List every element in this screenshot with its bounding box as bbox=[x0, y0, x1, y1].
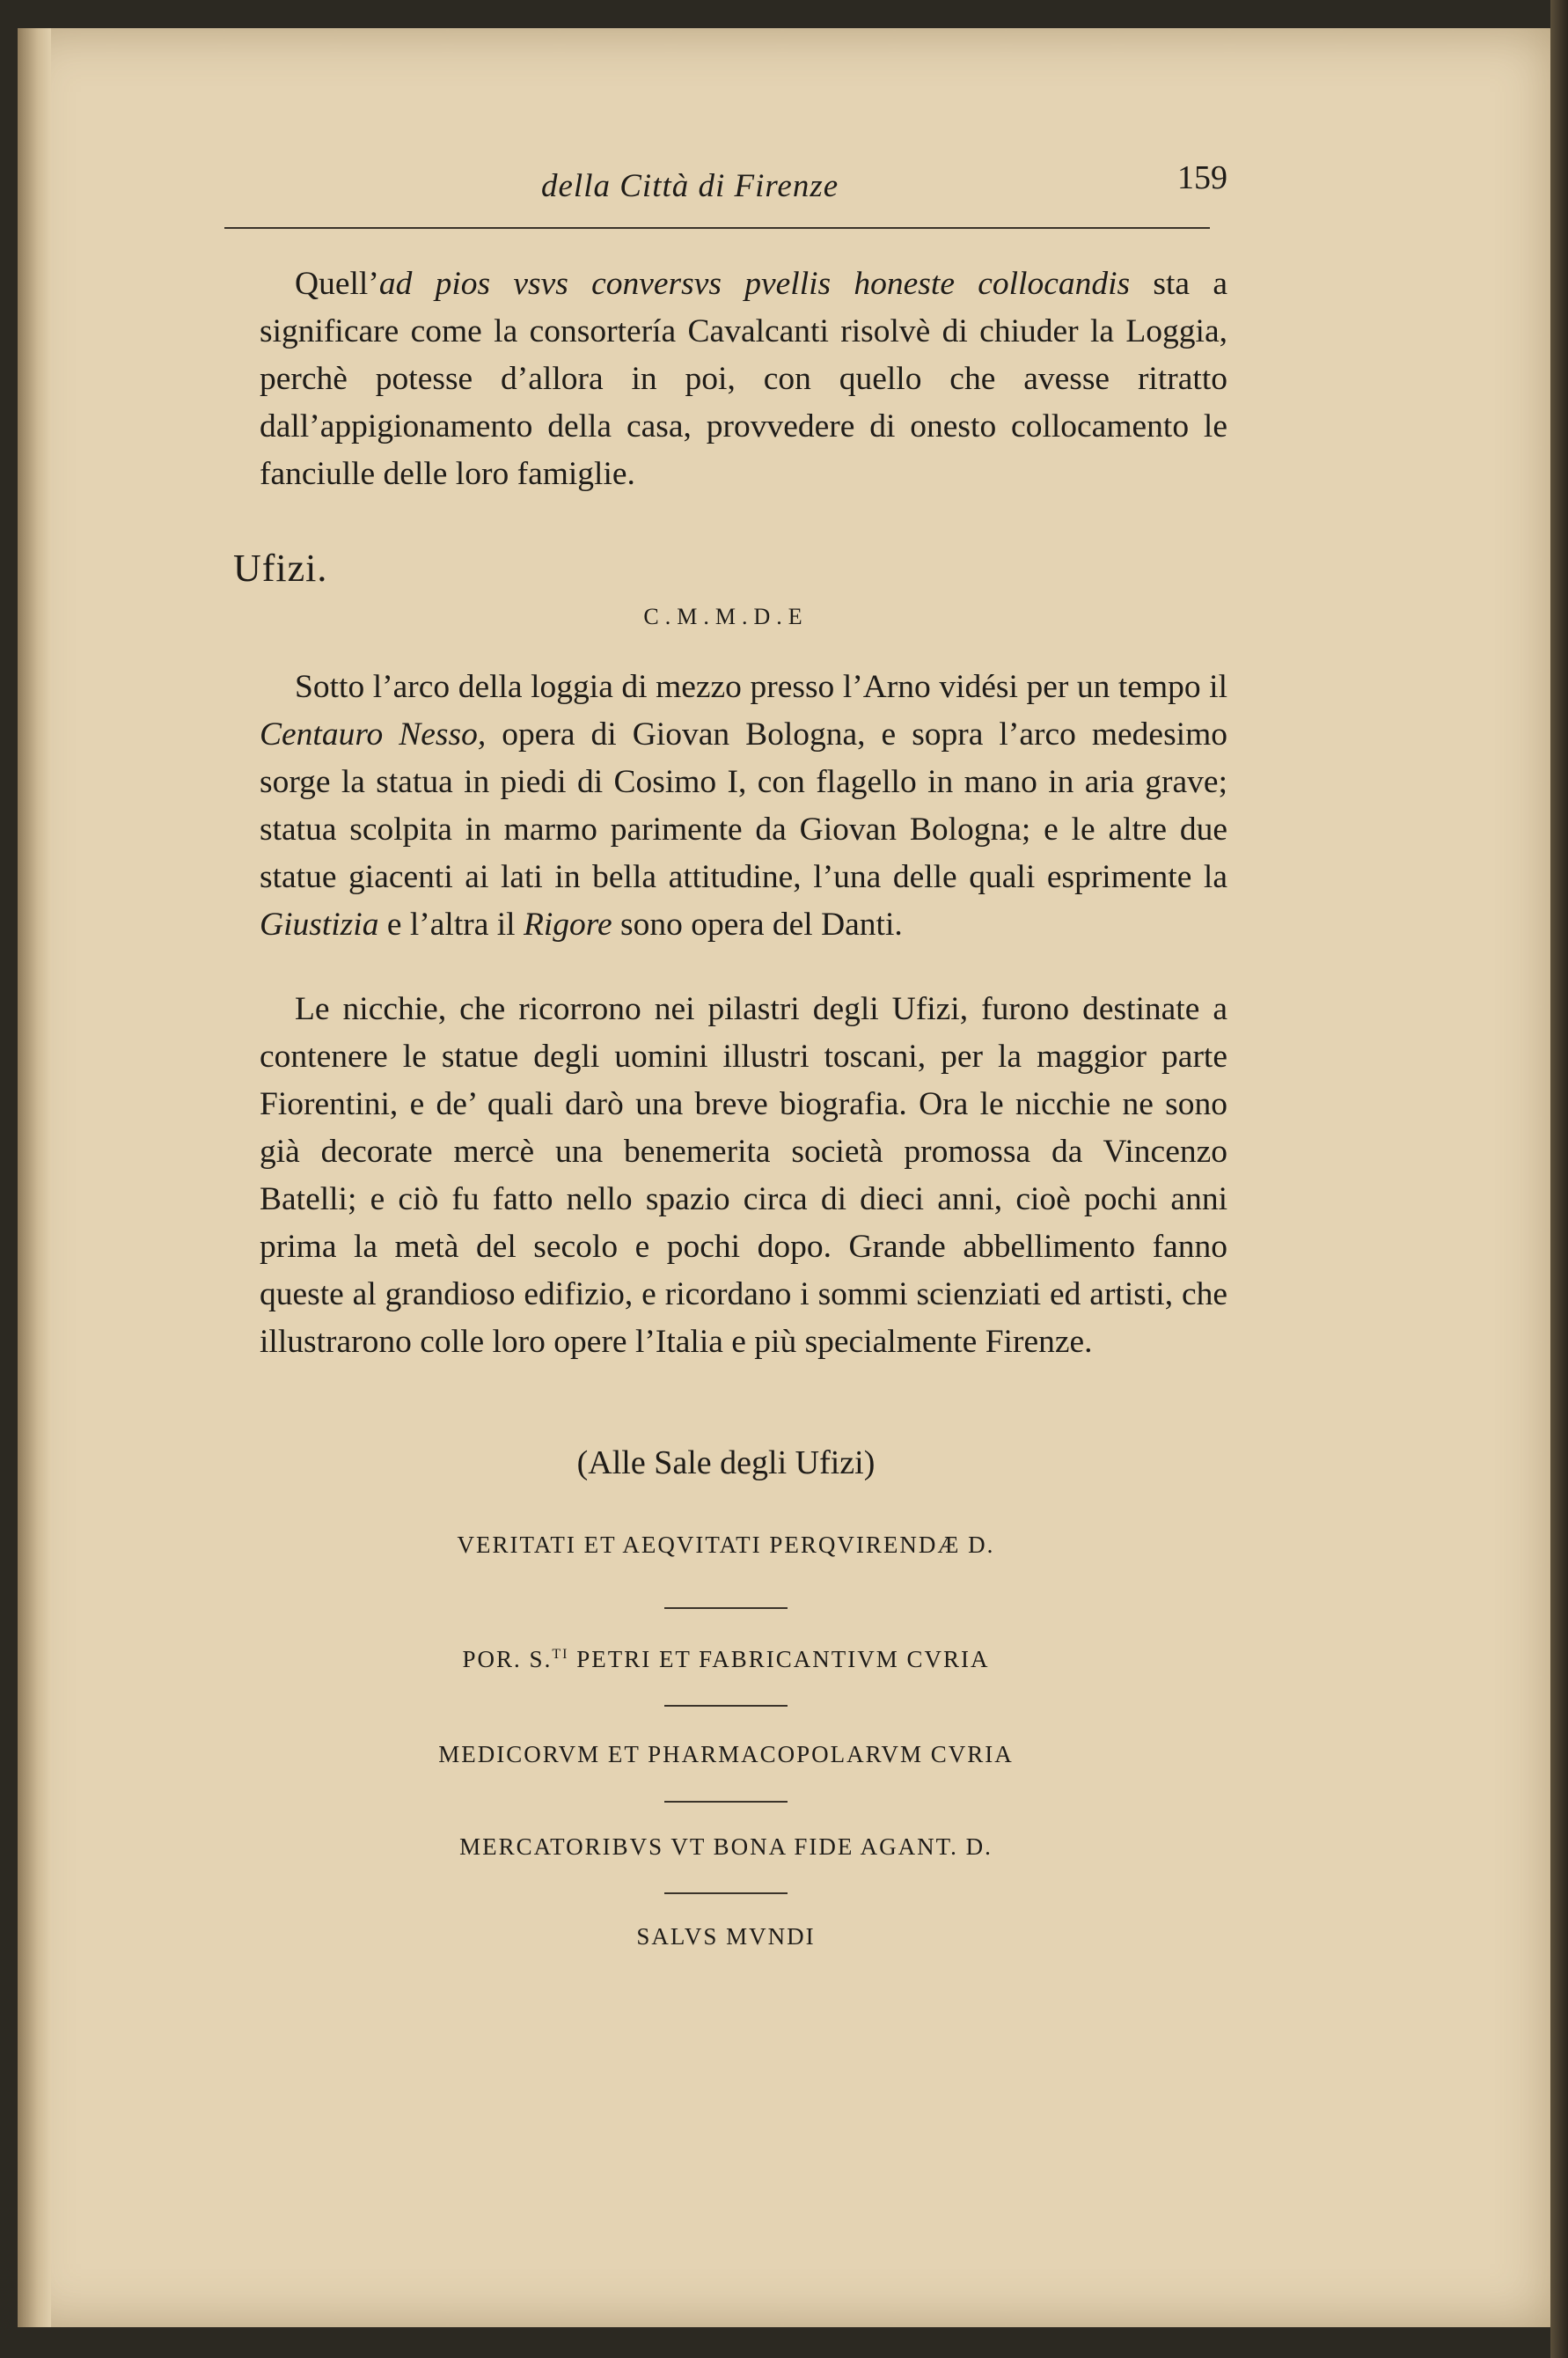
paragraph-cavalcanti bbox=[260, 261, 1227, 498]
italic-giustizia: Giustizia bbox=[260, 907, 379, 943]
caption-sale: (Alle Sale degli Ufizi) bbox=[576, 1444, 876, 1481]
inscription-text: POR. S. bbox=[462, 1646, 553, 1672]
header-rule bbox=[224, 227, 1210, 229]
inscription-text: PETRI ET FABRICANTIVM CVRIA bbox=[568, 1646, 990, 1672]
inscription-3: MEDICORVM ET PHARMACOPOLARVM CVRIA bbox=[438, 1741, 1014, 1767]
section-title: Ufizi. bbox=[233, 547, 328, 590]
separator-rule bbox=[664, 1892, 788, 1894]
page-edge bbox=[1550, 0, 1568, 2358]
text-run: Sotto l’arco della loggia di mezzo presso l’Arno vidési per un tempo il bbox=[295, 669, 1227, 705]
latin-quote: ad pios vsvs conversvs pvellis honeste collocandis bbox=[378, 266, 1131, 302]
inscription-2 bbox=[224, 1646, 1227, 1673]
text-run: opera di Giovan Bologna, e sopra l’arco medesimo sorge la statua in piedi di Cosimo I, con flagello in mano in aria grave; statua scolpita in marmo parimente da Giovan Bologna; e le altre due statue giacenti ai lati in bella attitudine, l’una delle quali esprimente la bbox=[260, 716, 1227, 895]
paragraph-loggia bbox=[260, 664, 1227, 949]
paragraph-text: sta a significare come la consortería Cavalcanti risolvè di chiuder la Loggia, perchè potesse d’allora in poi, con quello che avesse ritratto dall’appigionamento della casa, provvedere di onesto collocamento le fanciulle delle loro famiglie. bbox=[260, 266, 1227, 492]
separator-rule bbox=[664, 1801, 788, 1803]
page-number: 159 bbox=[1177, 159, 1227, 196]
italic-rigore: Rigore bbox=[523, 907, 612, 943]
text-run: e l’altra il bbox=[378, 907, 524, 943]
inscription-sup: TI bbox=[552, 1647, 569, 1662]
book-gutter bbox=[18, 28, 51, 2327]
running-title: della Città di Firenze bbox=[541, 168, 839, 204]
text-run: sono opera del Danti. bbox=[612, 907, 903, 943]
inscription-1: VERITATI ET AEQVITATI PERQVIRENDÆ D. bbox=[457, 1532, 995, 1558]
inscription-sigla: C.M.M.D.E bbox=[643, 604, 809, 629]
italic-centauro: Centauro Nesso, bbox=[260, 716, 487, 753]
separator-rule bbox=[664, 1705, 788, 1707]
separator-rule bbox=[664, 1607, 788, 1609]
running-head bbox=[224, 158, 1227, 211]
inscription-4: MERCATORIBVS VT BONA FIDE AGANT. D. bbox=[459, 1833, 993, 1860]
paragraph-nicchie: Le nicchie, che ricorrono nei pilastri degli Ufizi, furono destinate a contenere le statue degli uomini illustri toscani, per la maggior parte Fiorentini, e de’ quali darò una breve biografia. Ora le nicchie ne sono già decorate mercè una benemerita società promossa da Vincenzo Batelli; e ciò fu fatto nello spazio circa di dieci anni, cioè pochi anni prima la metà del secolo e pochi dopo. Grande abbellimento fanno queste al grandioso edifizio, e ricordano i sommi scienziati ed artisti, che illustrarono colle loro opere l’Italia e più specialmente Firenze. bbox=[260, 991, 1227, 1360]
paragraph-lead: Quell’ bbox=[295, 266, 379, 302]
inscription-5: SALVS MVNDI bbox=[636, 1923, 816, 1950]
